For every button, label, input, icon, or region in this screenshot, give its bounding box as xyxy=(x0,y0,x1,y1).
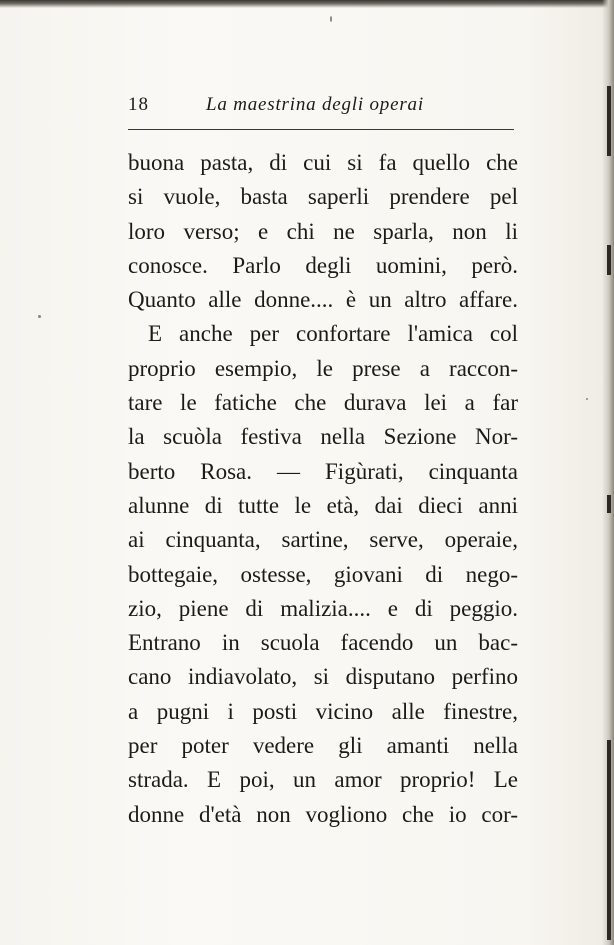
page-top-edge xyxy=(0,0,614,8)
text-line: buona pasta, di cui si fa quello che xyxy=(128,150,518,175)
body-text xyxy=(128,146,518,832)
text-line: loro verso; e chi ne sparla, non li xyxy=(128,218,518,244)
text-line: bottegaie, ostesse, giovani di nego- xyxy=(128,561,518,587)
binding-mark xyxy=(607,495,611,513)
running-header xyxy=(128,92,514,122)
text-line: zio, piene di malizia.... e di peggio. xyxy=(128,595,518,621)
text-line: strada. E poi, un amor proprio! Le xyxy=(128,767,518,793)
text-line: per poter vedere gli amanti nella xyxy=(128,733,518,759)
paper-speck xyxy=(586,398,588,400)
paper-speck xyxy=(38,315,41,318)
header-rule xyxy=(128,129,514,130)
paper-speck xyxy=(330,16,332,22)
text-line: E anche per confortare l'amica col xyxy=(148,321,518,347)
binding-mark xyxy=(607,86,611,156)
text-line: donne d'età non vogliono che io cor- xyxy=(128,801,518,827)
text-line: la scuòla festiva nella Sezione Nor- xyxy=(128,424,518,450)
binding-mark xyxy=(607,740,611,940)
binding-mark xyxy=(607,245,611,275)
page-number: 18 xyxy=(128,94,149,115)
text-line: conosce. Parlo degli uomini, però. xyxy=(128,252,518,278)
text-line: a pugni i posti vicino alle finestre, xyxy=(128,698,518,724)
text-line: tare le fatiche che durava lei a far xyxy=(128,390,518,416)
text-line: berto Rosa. — Figùrati, cinquanta xyxy=(128,458,518,484)
text-line: Quanto alle donne.... è un altro affare. xyxy=(128,287,518,313)
text-line: si vuole, basta saperli prendere pel xyxy=(128,184,518,210)
text-line: ai cinquanta, sartine, serve, operaie, xyxy=(128,527,518,553)
text-line: cano indiavolato, si disputano perfino xyxy=(128,664,518,690)
running-title: La maestrina degli operai xyxy=(206,94,424,115)
text-line: Entrano in scuola facendo un bac- xyxy=(128,630,518,656)
text-line: proprio esempio, le prese a raccon- xyxy=(128,355,518,381)
text-line: alunne di tutte le età, dai dieci anni xyxy=(128,492,518,518)
